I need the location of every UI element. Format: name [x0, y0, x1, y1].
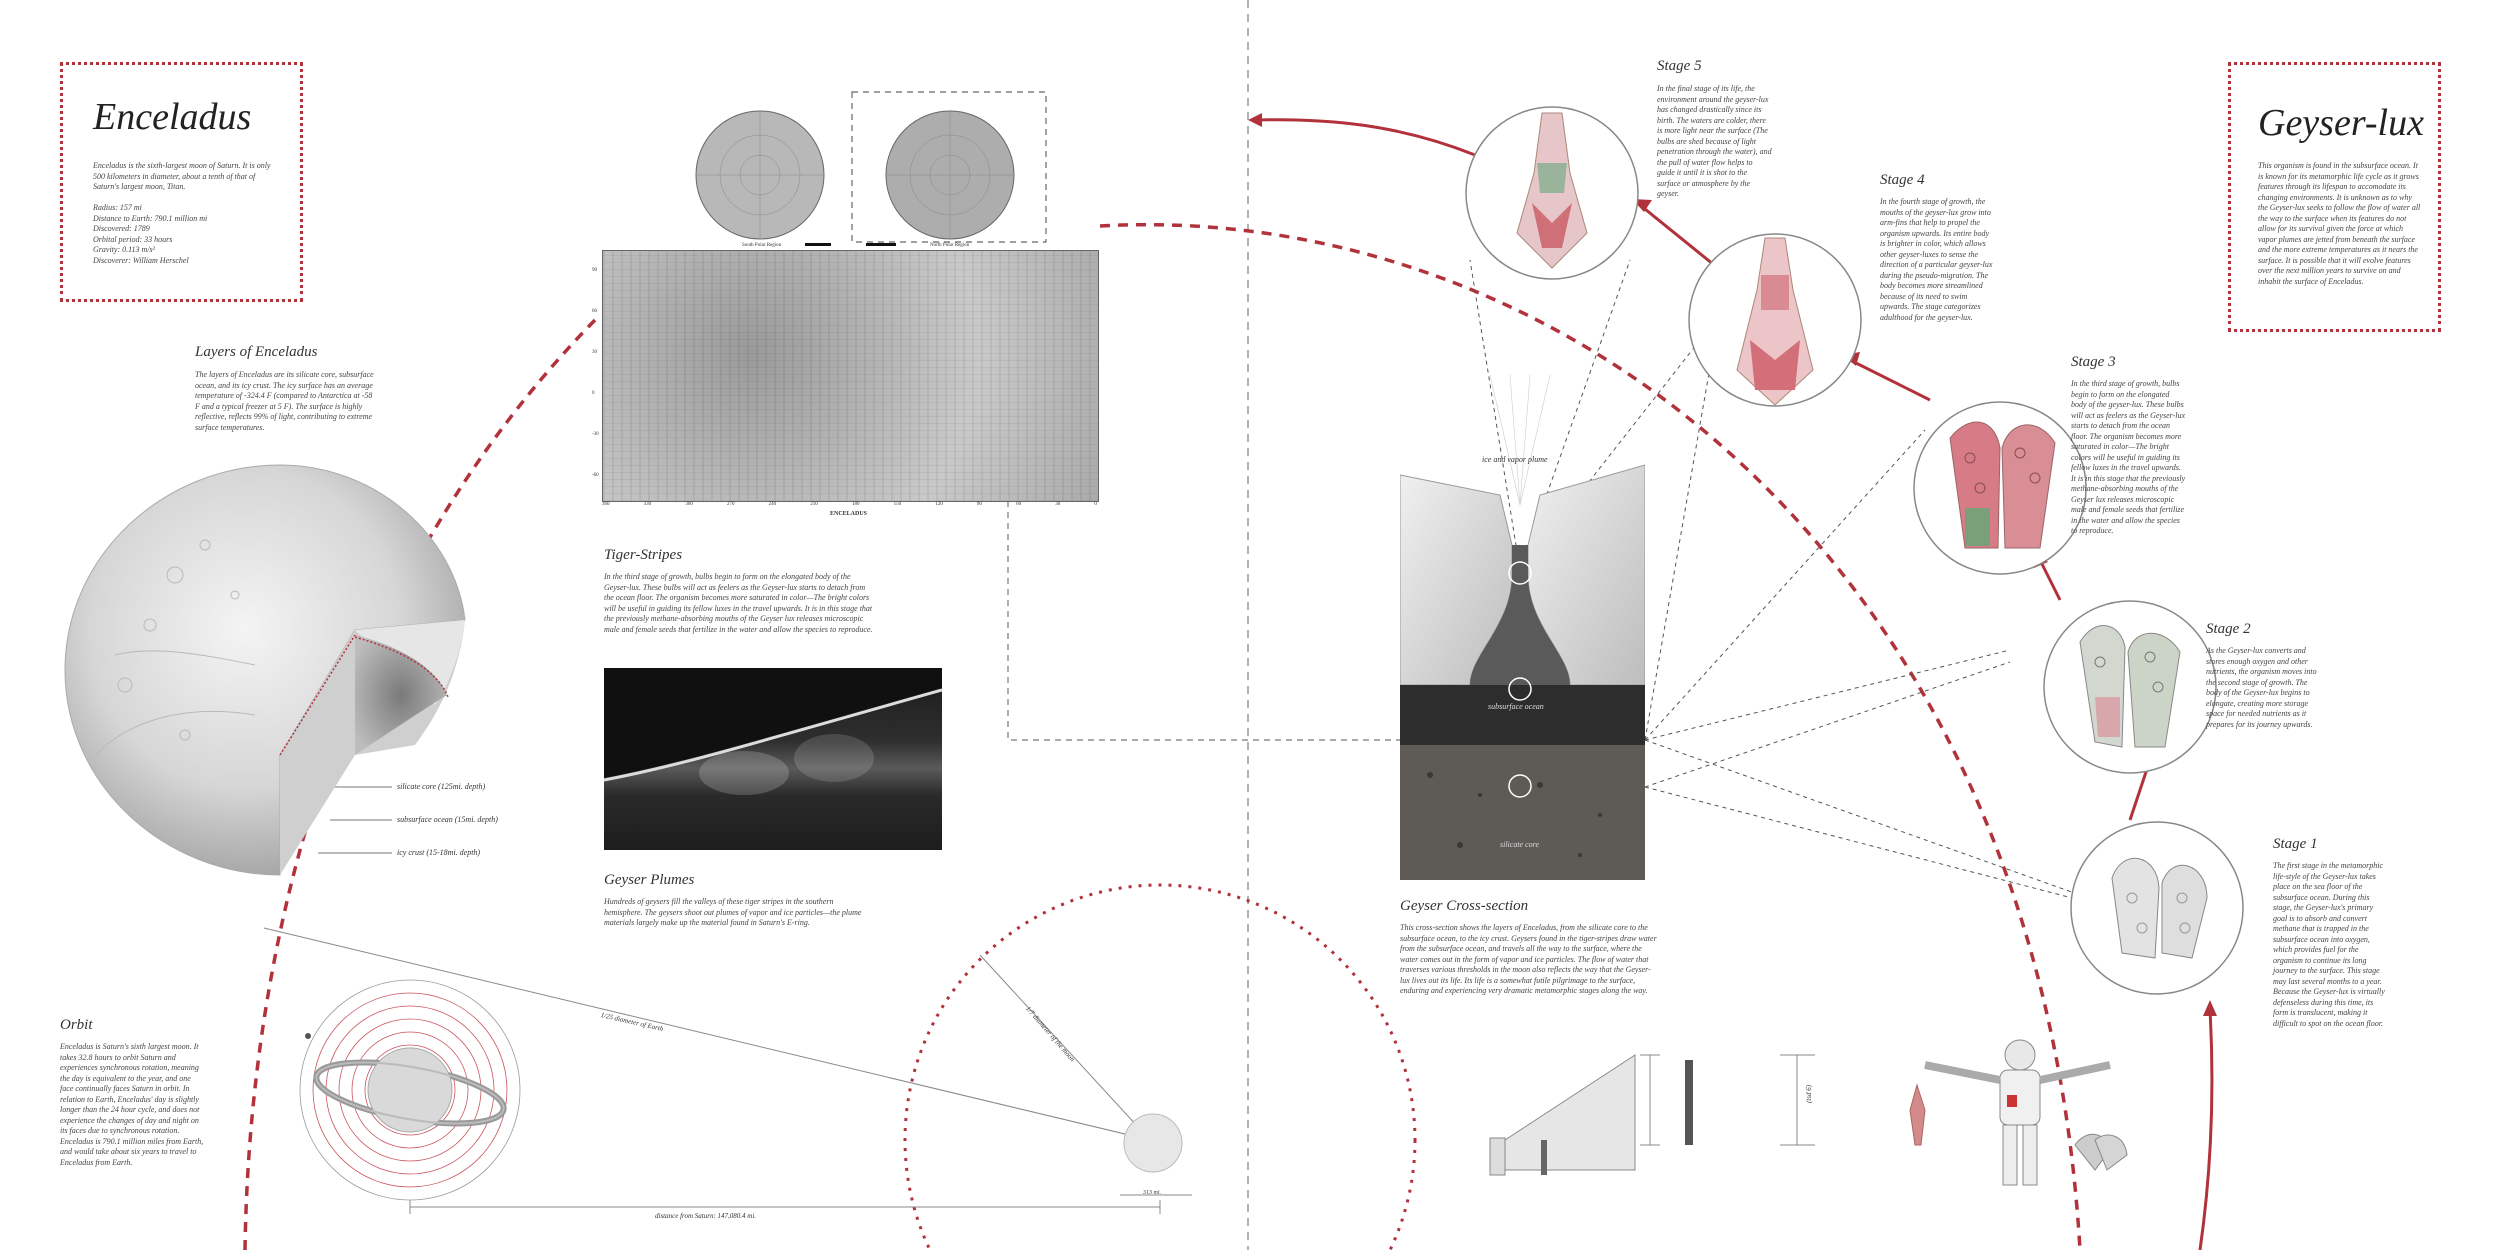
stage2-heading: Stage 2 — [2206, 621, 2251, 637]
plumes-text: Hundreds of geysers fill the valleys of these tiger stripes in the southern hemisphere. The geysers shoot out plumes of vapor and ice particles—the plume materials largely make up the material found in Saturn's E-ring. — [604, 897, 862, 927]
stage2-text: As the Geyser-lux converts and stores enough oxygen and other nutrients, the organism moves into the second stage of growth. The body of the Geyser-lux begins to elongate, creating more storage space for needed nutrients as it prepares for its journey upwards. — [2206, 646, 2317, 729]
stage1-heading: Stage 1 — [2273, 836, 2318, 852]
enceladus-surface-map — [602, 250, 1099, 502]
enceladus-info-box — [60, 62, 303, 302]
map-caption: ENCELADUS — [830, 511, 868, 517]
stage3-circle — [1910, 398, 2090, 578]
fact-gravity: Gravity: 0.113 m/s² — [93, 245, 156, 254]
geyserlux-info-box — [2228, 62, 2441, 332]
orbit-line1-label: 1/25 diameter of Earth — [599, 1010, 665, 1034]
cs-scale-label: (tsd 6) — [1805, 1084, 1814, 1104]
geyserlux-text: This organism is found in the subsurface ocean. It is known for its metamorphic life cycle as it grows features through its lifespan to accomodate its changing environments. It is unknown as to why the Geyser-lux seeks to follow the flow of water all the way to the surface when its features do not allow for its survival given the force at which vapor plumes are jetted from beneath the surface and the more extreme temperatures as it nears the surface. It is possible that it will evolve features over the next million years to survive on and inhabit the surface of Enceladus. — [2258, 161, 2421, 286]
cs-heading: Geyser Cross-section — [1400, 898, 1529, 914]
stage1-circle — [2067, 818, 2247, 998]
tiger-text: In the third stage of growth, bulbs begin to form on the elongated body of the Geyser-lux. These bulbs will act as feelers as the Geyser-lux starts to detach from the ocean floor. The organism becomes more saturated in color—The bright colors will be useful in guiding its fellow luxes in the travel upwards. It is in this stage that the previously methane-absorbing mouths of the Geyser lux releases microscopic male and female seeds that fertilize in the water and allow the species to reproduce. — [604, 572, 873, 634]
moon-scale-label: 313 mi. — [1143, 1190, 1161, 1196]
enceladus-facts — [93, 203, 273, 266]
orbit-heading: Orbit — [60, 1017, 93, 1033]
cs-top-label: ice and vapor plume — [1482, 455, 1548, 464]
scale-comparison — [1485, 1050, 1835, 1180]
layer-label-ocean: subsurface ocean (15mi. depth) — [397, 815, 498, 824]
layer-label-crust: icy crust (15-18mi. depth) — [397, 848, 481, 857]
plume-glow — [604, 668, 942, 850]
fact-distance: Distance to Earth: 790.1 million mi — [93, 213, 208, 223]
orbit-text: Enceladus is Saturn's sixth largest moon. It takes 32.8 hours to orbit Saturn and experiences synchronous rotation, meaning the day is equivalent to the year, and one face continually faces Saturn in orbit. In relation to Earth, Enceladus' day is slightly longer than the 24 hour cycle, and does not experience the changes of day and night on its faces due to synchronous rotation. Enceladus is 790.1 million miles from Earth, and would take about six years to travel to Enceladus from Earth. — [60, 1042, 204, 1167]
stage5-heading: Stage 5 — [1657, 58, 1702, 74]
plume-rays — [1490, 375, 1550, 505]
stage4-heading: Stage 4 — [1880, 172, 1925, 188]
fact-discovered: Discovered: 1789 — [93, 224, 150, 233]
geyser-cross-section — [1400, 375, 1645, 880]
layer-label-core: silicate core (125mi. depth) — [397, 782, 486, 791]
south-pole-label: South Polar Region — [742, 243, 782, 248]
astronaut-scale-figure — [1895, 1035, 2135, 1200]
stage2-circle — [2040, 597, 2220, 777]
cs-ocean-label: subsurface ocean — [1488, 702, 1544, 711]
saturn-illustration — [300, 1025, 520, 1155]
fact-orbital-period: Orbital period: 33 hours — [93, 234, 173, 244]
stage1-text: The first stage in the metamorphic life-style of the Geyser-lux takes place on the sea floor of the subsurface ocean. During this stage, the Geyser-lux's primary goal is to absorb and convert methane that is trapped in the subsurface ocean into oxygen, which provides fuel for the organism to continue its long journey to the surface. This stage may last several months to a year. Because the Geyser-lux is virtually defenseless during this time, its form is translucent, making it difficult to spot on the ocean floor. — [2273, 861, 2385, 1028]
stage5-circle — [1462, 103, 1642, 283]
geyser-plume-photo — [604, 668, 942, 850]
stage3-heading: Stage 3 — [2071, 354, 2116, 370]
map-lon-ticks: 360 330 300 270 240 210 180 150 120 90 60 30 0 — [602, 502, 1097, 507]
geyserlux-title: Geyser-lux — [2258, 102, 2424, 144]
enceladus-title: Enceladus — [93, 96, 252, 138]
map-lat-ticks: 90 60 30 0 -30 -60 — [592, 268, 599, 478]
scale-bar-right — [866, 243, 896, 246]
fact-radius: Radius: 157 mi — [93, 203, 142, 212]
cs-core-label: silicate core — [1500, 840, 1540, 849]
layers-heading: Layers of Enceladus — [195, 344, 318, 360]
tiger-heading: Tiger-Stripes — [604, 547, 683, 563]
stage4-circle — [1685, 230, 1865, 410]
scale-bar-left — [805, 243, 831, 246]
north-pole-label: North Polar Region — [930, 243, 970, 248]
stage5-text: In the final stage of its life, the environment around the geyser-lux has changed drastically since its birth. The waters are colder, there is more light near the surface (The bulbs are shed because of light penetration through the water), and the pull of water flow helps to guide it until it is shot to the surface or atmosphere by the geyser. — [1657, 84, 1772, 198]
south-pole-map — [690, 105, 830, 245]
small-enceladus — [1118, 1112, 1188, 1174]
layers-text: The layers of Enceladus are its silicate core, subsurface ocean, and its icy crust. The icy surface has an average temperature of -324.4 F (compared to Antarctica at -58 F and a typical freezer at 5 F). The surface is highly reflective, reflects 99% of light, contributing to extreme surface temperatures. — [195, 370, 374, 432]
distance-label: distance from Saturn: 147,080.4 mi. — [655, 1212, 757, 1220]
plumes-heading: Geyser Plumes — [604, 872, 695, 888]
fact-discoverer: Discoverer: William Herschel — [93, 255, 189, 265]
stage4-text: In the fourth stage of growth, the mouths of the geyser-lux grow into arm-fins that help to propel the organism upwards. Its entire body is brighter in color, which allows other geyser-luxes to sense the direction of a particular geyser-lux during the pseudo-migration. The body becomes more streamlined because of its need to swim upwards. The stage categorizes adulthood for the geyser-lux. — [1880, 197, 1993, 322]
stage3-text: In the third stage of growth, bulbs begin to form on the elongated body of the geyser-lux. These bulbs will act as feelers as the Geyser-lux starts to detach from the ocean floor. The organism becomes more saturated in color—The bright colors will be useful in guiding its fellow luxes in the travel upwards. It is in this stage that the previously methane-absorbing mouths of the Geyser lux releases microscopic male and female seeds that fertilize in the water and allow the species to reproduce. — [2071, 379, 2186, 535]
cs-text: This cross-section shows the layers of Enceladus, from the silicate core to the subsurface ocean, to the icy crust. Geysers found in the tiger-stripes draw water from the subsurface ocean, and travels all the way to the surface, where the water comes out in the form of vapor and ice particles. The flow of water that traverses various thresholds in the moon also reflects the way that the Geyser-lux lives out its life. Its life is a somewhat futile pilgrimage to the surface, enduring and experiencing very dramatic metamorphic stages along the way. — [1400, 923, 1657, 995]
map-connector — [1008, 490, 1400, 740]
north-pole-map — [880, 105, 1020, 245]
orbit-line2-label: 1/7 diameter of the moon — [1024, 1004, 1077, 1064]
enceladus-intro: Enceladus is the sixth-largest moon of Saturn. It is only 500 kilometers in diameter, about a tenth of that of Saturn's largest moon, Titan. — [93, 161, 271, 191]
